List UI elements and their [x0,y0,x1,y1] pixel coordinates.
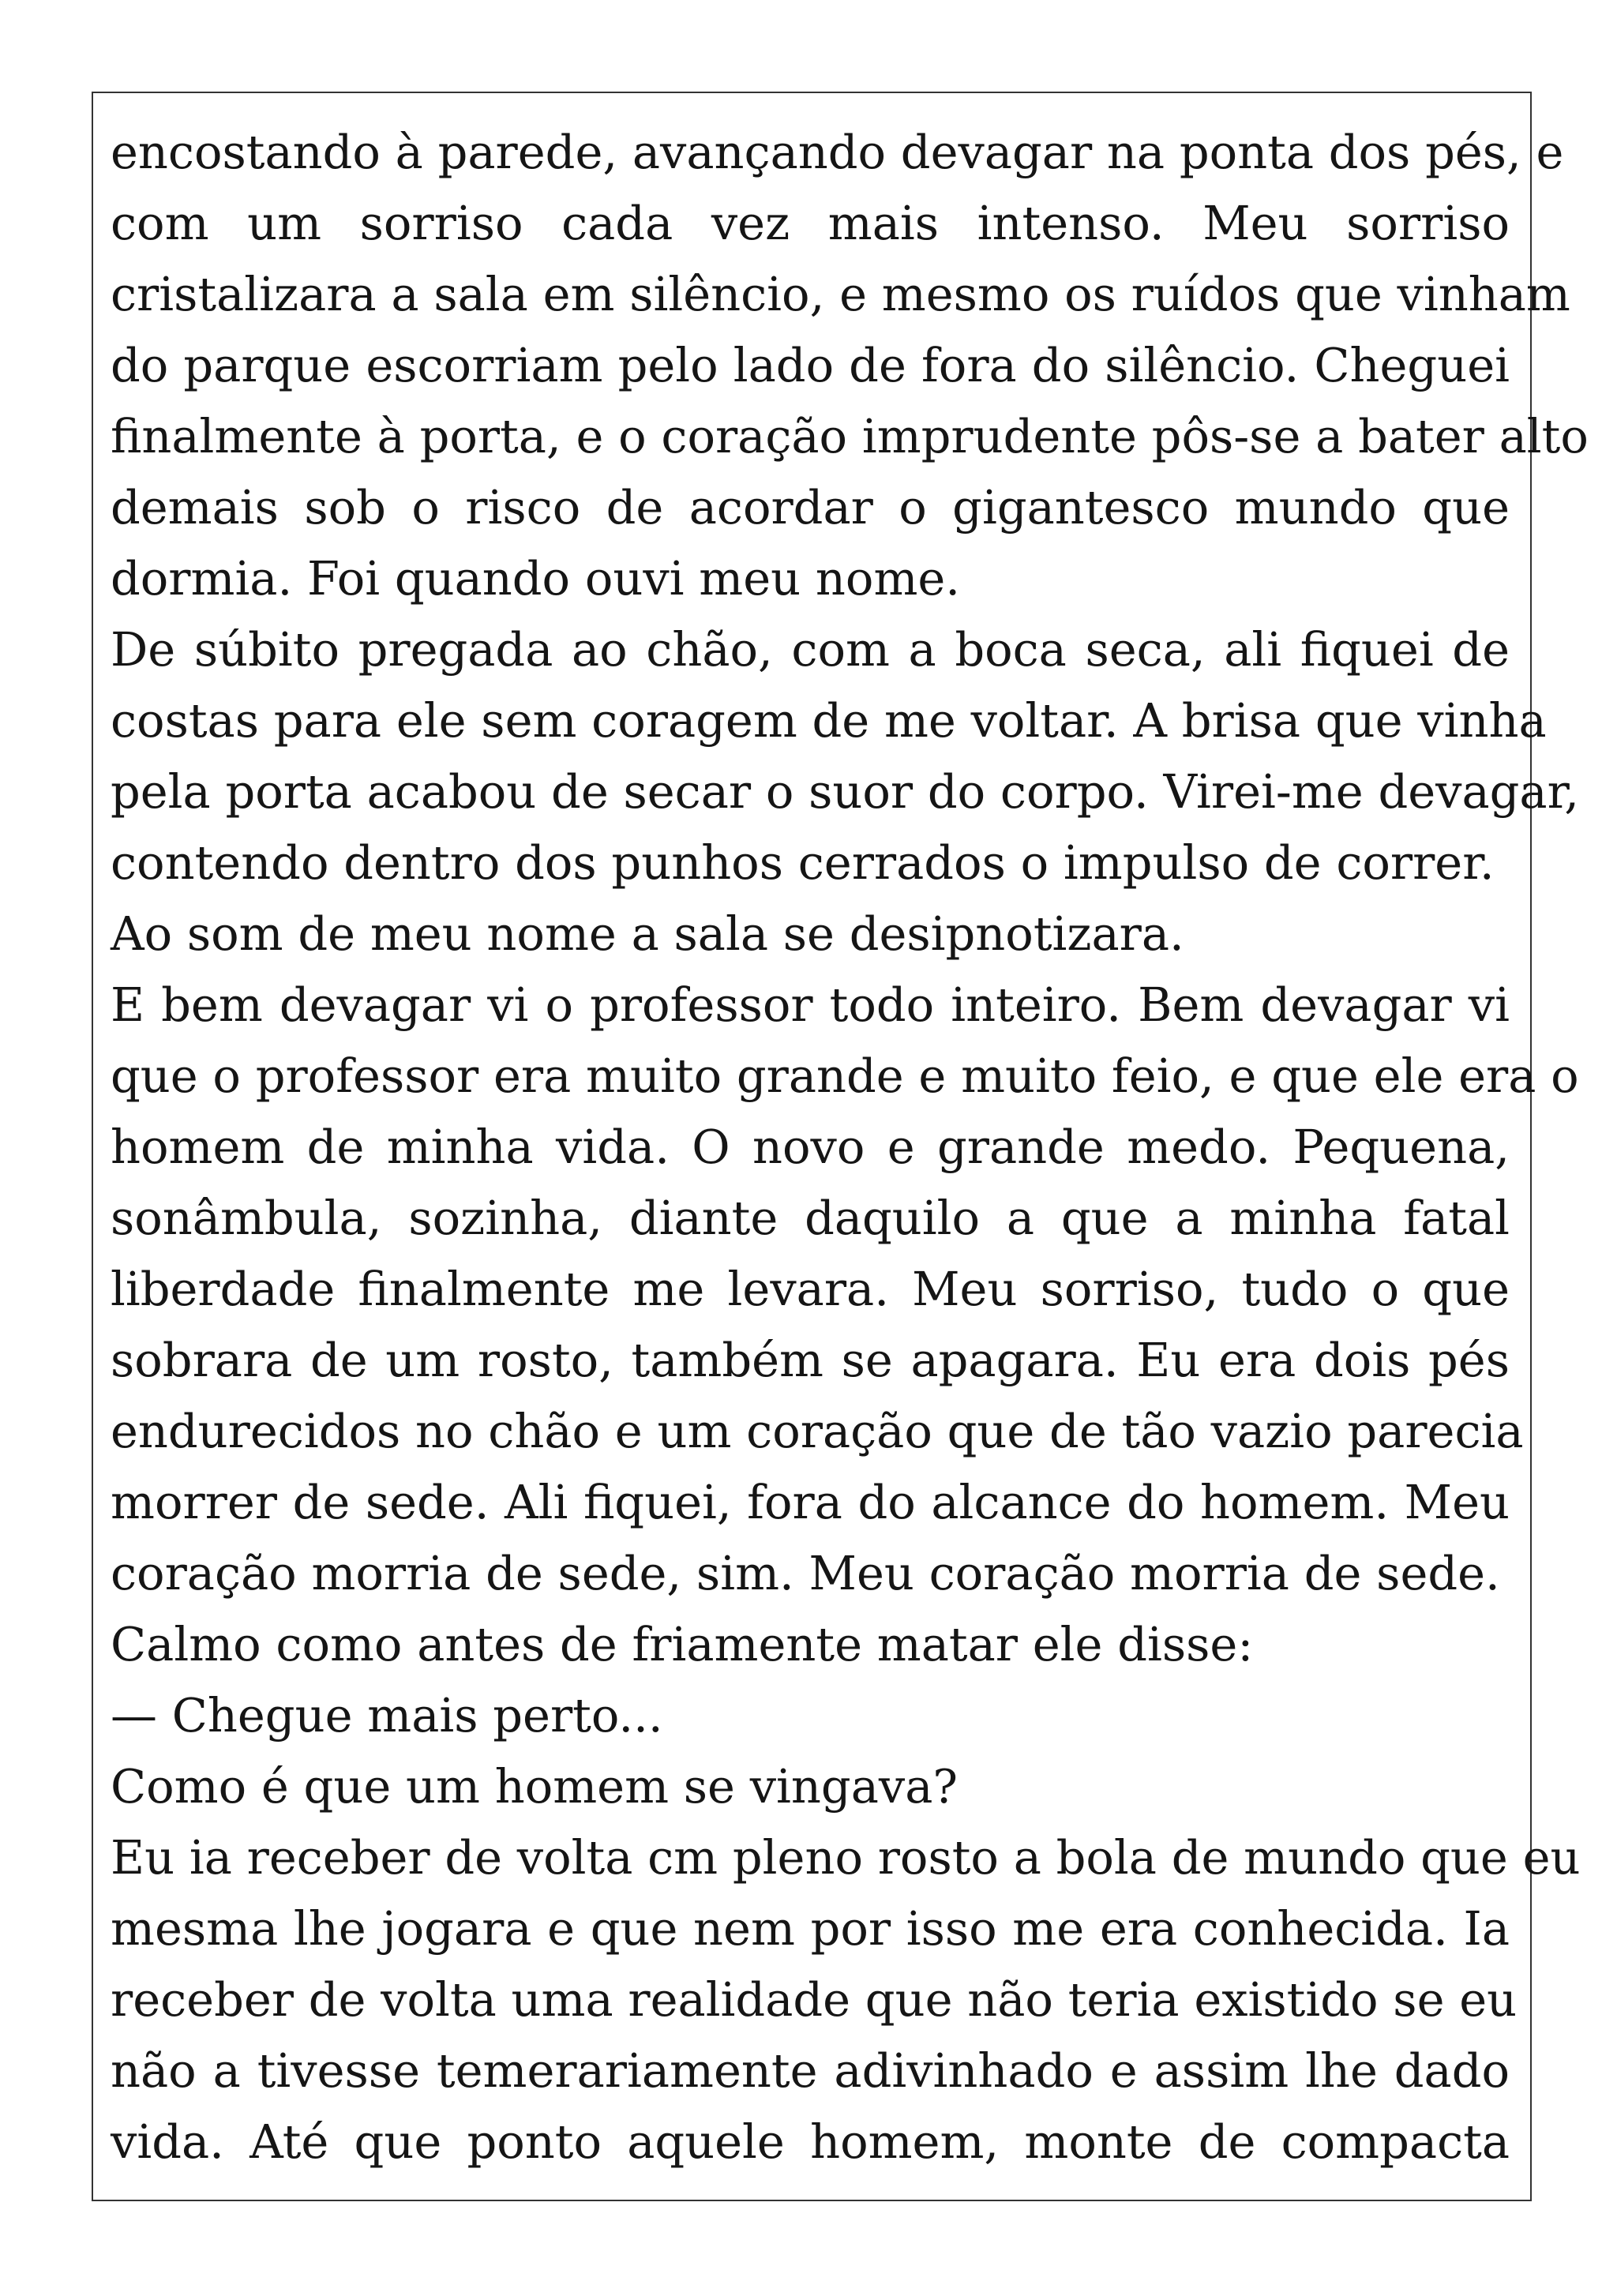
text-line: que o professor era muito grande e muito feio, e que ele era o [111,1049,1579,1103]
text-line: E bem devagar vi o professor todo inteiro. Bem devagar vi [111,977,1510,1032]
text-line: Calmo como antes de friamente matar ele disse: [111,1617,1254,1671]
text-line: dormia. Foi quando ouvi meu nome. [111,551,961,606]
text-line: — Chegue mais perto... [111,1688,663,1743]
text-line: liberdade finalmente me levara. Meu sorriso, tudo o que [111,1262,1510,1316]
text-line: De súbito pregada ao chão, com a boca seca, ali fiquei de [111,622,1510,677]
text-line: pela porta acabou de secar o suor do corpo. Virei-me devagar, [111,764,1580,819]
text-line: cristalizara a sala em silêncio, e mesmo os ruídos que vinham [111,267,1570,321]
text-line: Ao som de meu nome a sala se desipnotizara. [111,906,1184,961]
text-line: contendo dentro dos punhos cerrados o impulso de correr. [111,835,1495,890]
text-line: com um sorriso cada vez mais intenso. Meu sorriso [111,196,1510,250]
text-line: vida. Até que ponto aquele homem, monte de compacta [111,2114,1510,2169]
text-line: Eu ia receber de volta cm pleno rosto a bola de mundo que eu [111,1830,1581,1885]
body-text [111,117,1589,2178]
text-line: sonâmbula, sozinha, diante daquilo a que a minha fatal [111,1191,1510,1245]
text-line: encostando à parede, avançando devagar na ponta dos pés, e [111,125,1564,179]
text-line: mesma lhe jogara e que nem por isso me era conhecida. Ia [111,1901,1510,1956]
text-line: demais sob o risco de acordar o gigantesco mundo que [111,480,1510,535]
text-line: homem de minha vida. O novo e grande medo. Pequena, [111,1120,1510,1174]
text-line: não a tivesse temerariamente adivinhado e assim lhe dado [111,2043,1510,2098]
text-line: do parque escorriam pelo lado de fora do silêncio. Cheguei [111,338,1510,392]
text-line: sobrara de um rosto, também se apagara. Eu era dois pés [111,1333,1510,1387]
text-line: finalmente à porta, e o coração imprudente pôs-se a bater alto [111,409,1589,463]
text-line: endurecidos no chão e um coração que de tão vazio parecia [111,1404,1524,1458]
text-line: morrer de sede. Ali fiquei, fora do alcance do homem. Meu [111,1475,1510,1529]
text-line: receber de volta uma realidade que não teria existido se eu [111,1972,1518,2027]
text-line: Como é que um homem se vingava? [111,1759,959,1814]
text-line: costas para ele sem coragem de me voltar. A brisa que vinha [111,693,1547,748]
text-line: coração morria de sede, sim. Meu coração morria de sede. [111,1546,1500,1600]
